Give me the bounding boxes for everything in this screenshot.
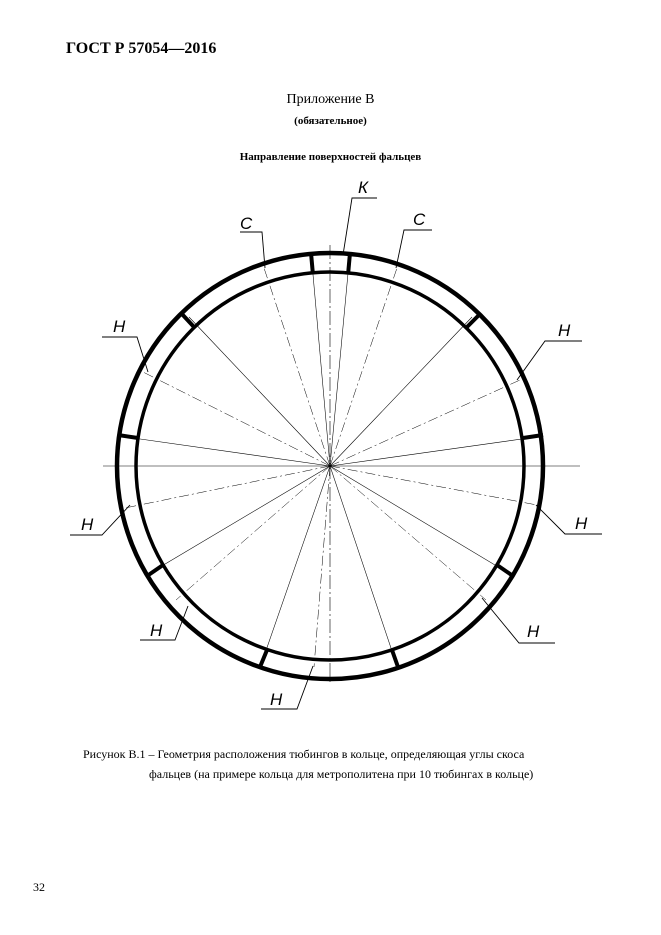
leader-normal-4 bbox=[536, 505, 602, 534]
segment-labels bbox=[81, 178, 588, 709]
radial-line bbox=[330, 466, 396, 663]
segment-joint bbox=[392, 650, 398, 667]
bisector-line bbox=[330, 380, 520, 466]
radial-line bbox=[311, 252, 330, 466]
label-normal-7: Н bbox=[270, 690, 283, 709]
appendix-status: (обязательное) bbox=[294, 115, 367, 127]
figure-title: Направление поверхностей фальцев bbox=[239, 151, 422, 163]
figure-caption-line-2: фальцев (на примере кольца для метрополитена при 10 тюбингах в кольце) bbox=[149, 767, 534, 781]
radial-line bbox=[119, 436, 330, 466]
radial-line bbox=[150, 466, 330, 573]
label-normal-5: Н bbox=[150, 621, 163, 640]
bisector-line bbox=[143, 372, 330, 466]
label-normal-2: Н bbox=[558, 321, 571, 340]
segment-ring-drawing bbox=[0, 170, 661, 730]
leader-key bbox=[343, 198, 377, 255]
segment-joint bbox=[497, 565, 513, 576]
radial-line bbox=[330, 317, 472, 466]
radial-line bbox=[330, 466, 510, 574]
center-axes bbox=[103, 245, 580, 685]
segment-joint bbox=[311, 254, 313, 273]
segment-joint bbox=[348, 254, 350, 273]
radial-line bbox=[330, 436, 543, 466]
figure-caption-line-1: Рисунок В.1 – Геометрия расположения тюбингов в кольце, определяющая углы скоса bbox=[83, 747, 525, 761]
bisector-line bbox=[330, 466, 486, 600]
leader-adjacent-right bbox=[396, 230, 432, 268]
page-number: 32 bbox=[33, 880, 45, 894]
bisector-line bbox=[125, 466, 330, 508]
label-normal-1: Н bbox=[113, 317, 126, 336]
bisector-line bbox=[330, 265, 398, 466]
segment-joint bbox=[147, 565, 163, 576]
label-adjacent-left: С bbox=[240, 214, 253, 233]
label-normal-3: Н bbox=[81, 515, 94, 534]
bisector-line bbox=[314, 466, 330, 667]
leader-normal-2 bbox=[517, 341, 582, 380]
label-normal-6: Н bbox=[527, 622, 540, 641]
appendix-title: Приложение В bbox=[286, 92, 375, 107]
radial-line bbox=[189, 317, 330, 466]
label-adjacent-right: С bbox=[413, 210, 426, 229]
bisector-line bbox=[330, 466, 537, 505]
segment-joint bbox=[260, 650, 267, 667]
bisector-line bbox=[263, 265, 330, 466]
standard-number: ГОСТ Р 57054—2016 bbox=[66, 40, 217, 57]
label-normal-4: Н bbox=[575, 514, 588, 533]
radial-line bbox=[330, 252, 350, 466]
leader-normal-5 bbox=[140, 606, 188, 640]
label-key: К bbox=[358, 178, 369, 197]
